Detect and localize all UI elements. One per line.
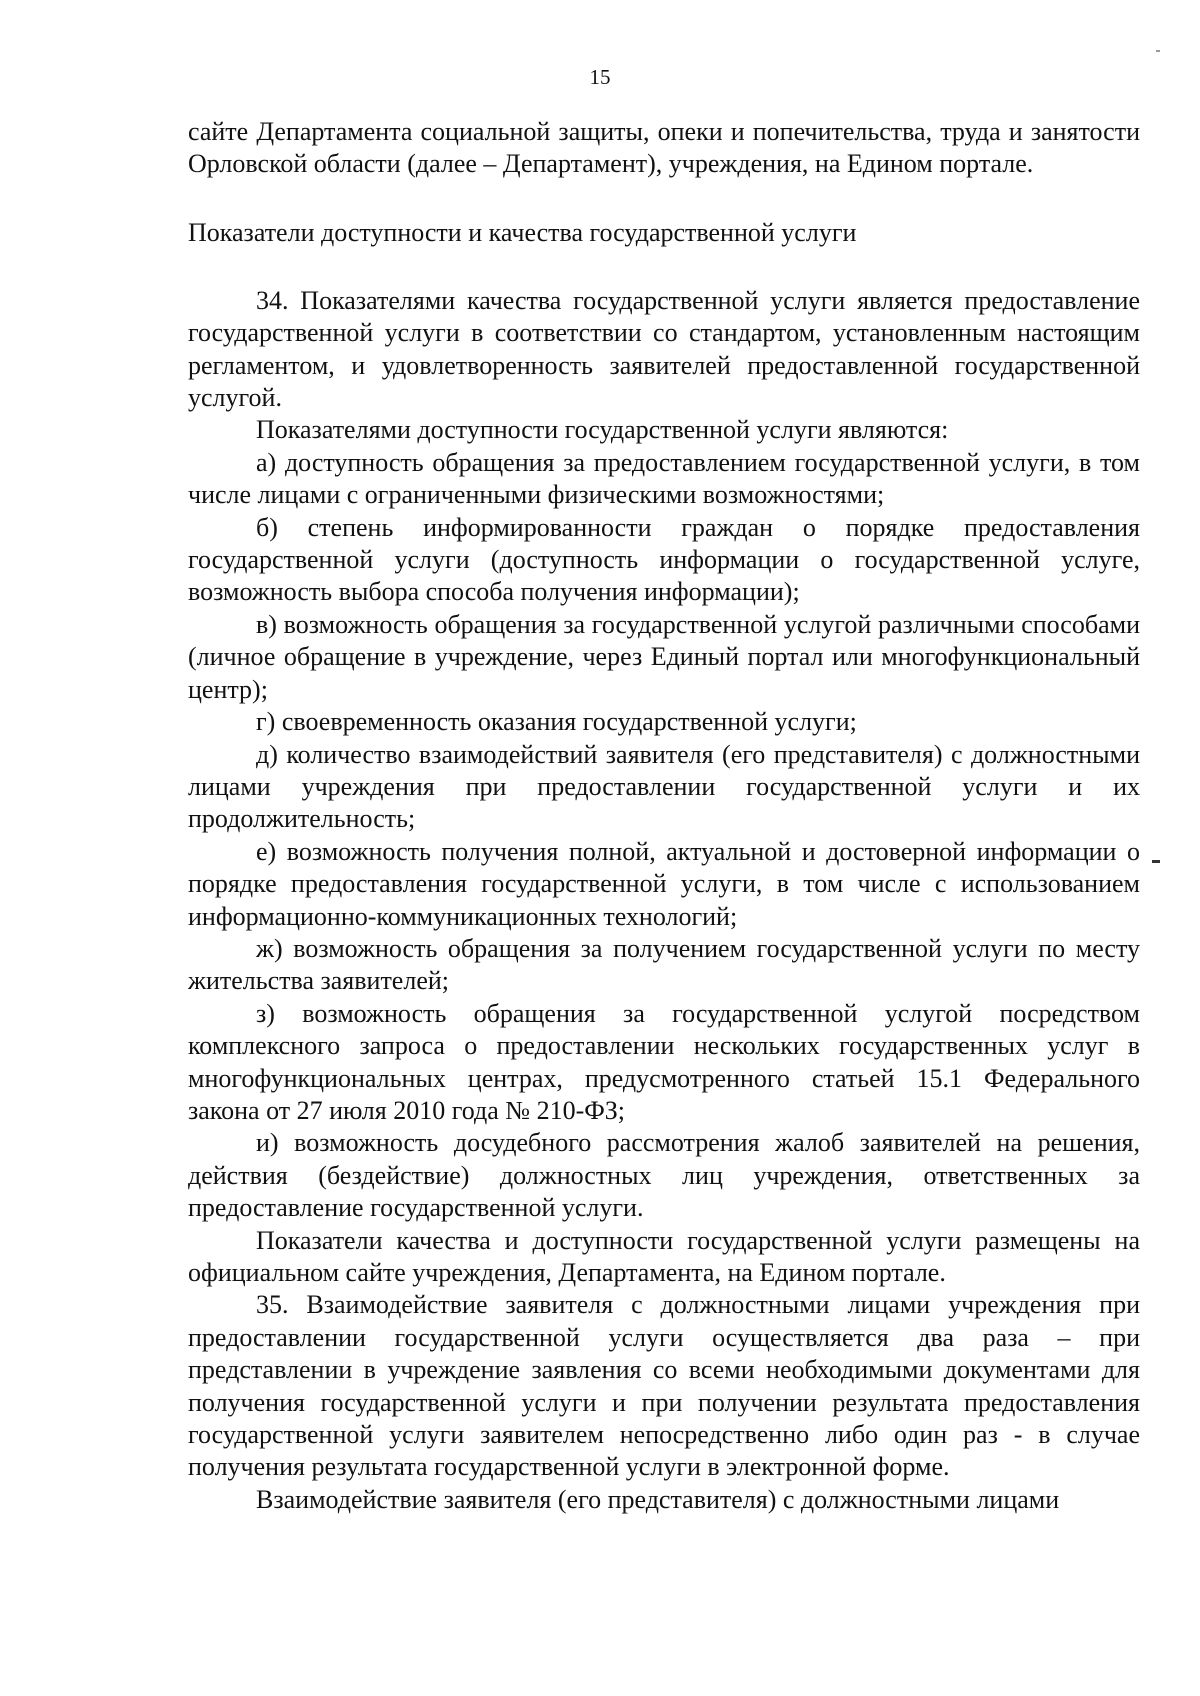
scan-artifact-mark	[1152, 860, 1160, 863]
scan-artifact-top	[1156, 50, 1160, 52]
page-number: 15	[589, 65, 611, 89]
list-item-z: з) возможность обращения за государственной услугой посредством комплексного запроса о предоставлении нескольких государственных услуг в многофункциональных центрах, предусмотренного статьей 15.1 Федерального закона от 27 июля 2010 года № 210-ФЗ;	[188, 998, 1140, 1125]
paragraph-indicators-posted: Показатели качества и доступности государственной услуги размещены на официальном сайте учреждения, Департамента, на Едином портале.	[188, 1225, 1140, 1287]
paragraph-interaction: Взаимодействие заявителя (его представителя) с должностными лицами	[256, 1484, 1060, 1514]
list-item-e: е) возможность получения полной, актуальной и достоверной информации о порядке предоставления государственной услуги, в том числе с использованием информационно-коммуникационных технологий;	[188, 836, 1140, 931]
list-item-v: в) возможность обращения за государственной услугой различными способами (личное обращение в учреждение, через Единый портал или многофункциональный центр);	[188, 609, 1140, 704]
intro-paragraph: сайте Департамента социальной защиты, опеки и попечительства, труда и занятости Орловской области (далее – Департамент), учреждения, на Едином портале.	[188, 117, 1140, 179]
list-item-d: д) количество взаимодействий заявителя (его представителя) с должностными лицами учреждения при предоставлении государственной услуги и их продолжительность;	[188, 739, 1140, 834]
list-item-zh: ж) возможность обращения за получением государственной услуги по месту жительства заявителей;	[188, 933, 1140, 996]
list-item-g: г) своевременность оказания государственной услуги;	[256, 707, 857, 737]
list-item-a: а) доступность обращения за предоставлением государственной услуги, в том числе лицами с ограниченными физическими возможностями;	[188, 447, 1140, 510]
paragraph-34: 34. Показателями качества государственной услуги является предоставление государственной услуги в соответствии со стандартом, установленным настоящим регламентом, и удовлетворенность заявителей предоставленной государственной услугой.	[188, 285, 1140, 413]
list-item-b: б) степень информированности граждан о порядке предоставления государственной услуги (доступность информации о государственной услуге, возможность выбора способа получения информации);	[188, 512, 1140, 607]
paragraph-accessibility-intro: Показателями доступности государственной услуги являются:	[256, 415, 949, 445]
paragraph-35: 35. Взаимодействие заявителя с должностными лицами учреждения при предоставлении государственной услуги осуществляется два раза – при представлении в учреждение заявления со всеми необходимыми документами для получения государственной услуги и при получении результата предоставления государственной услуги заявителем непосредственно либо один раз - в случае получения результата государственной услуги в электронной форме.	[188, 1290, 1140, 1482]
document-body	[188, 116, 1140, 1516]
section-heading: Показатели доступности и качества государственной услуги	[188, 217, 857, 247]
list-item-i: и) возможность досудебного рассмотрения жалоб заявителей на решения, действия (бездействие) должностных лиц учреждения, ответственных за предоставление государственной услуги.	[188, 1128, 1140, 1223]
